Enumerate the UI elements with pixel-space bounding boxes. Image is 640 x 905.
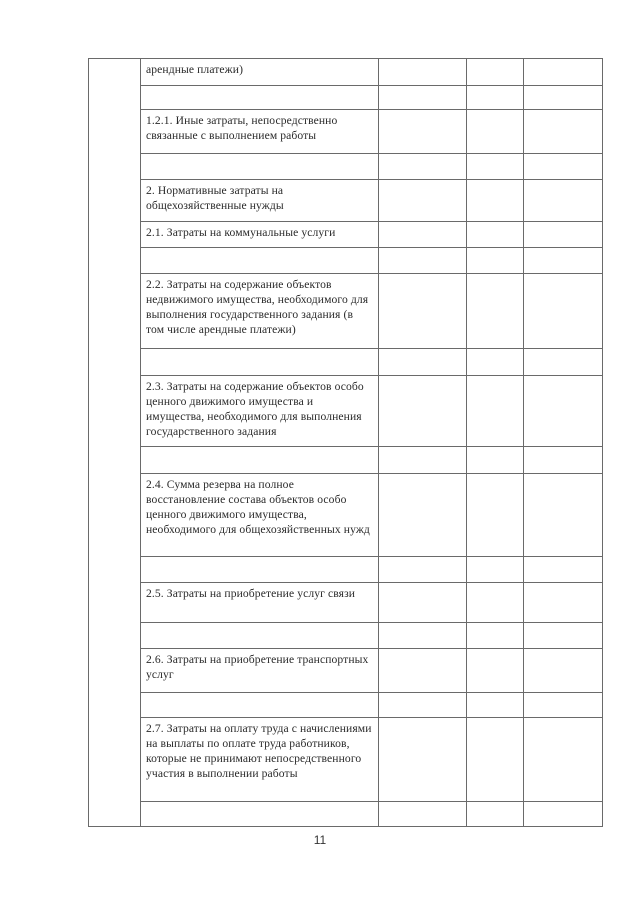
empty-value-cell — [467, 274, 524, 349]
page-number: 11 — [313, 833, 327, 847]
table-row — [89, 557, 603, 583]
empty-value-cell — [467, 474, 524, 557]
empty-value-cell — [379, 802, 467, 827]
cost-item-label — [141, 447, 379, 474]
cost-item-label: арендные платежи) — [141, 59, 379, 86]
empty-value-cell — [379, 557, 467, 583]
table-row — [89, 649, 603, 693]
empty-value-cell — [467, 222, 524, 248]
empty-value-cell — [524, 274, 603, 349]
empty-value-cell — [379, 59, 467, 86]
table-row — [89, 376, 603, 447]
empty-value-cell — [524, 86, 603, 110]
empty-value-cell — [467, 248, 524, 274]
table-row — [89, 274, 603, 349]
empty-value-cell — [524, 718, 603, 802]
cost-item-label: 2.5. Затраты на приобретение услуг связи — [141, 583, 379, 623]
table-row — [89, 718, 603, 802]
empty-value-cell — [379, 274, 467, 349]
empty-value-cell — [379, 718, 467, 802]
table-row — [89, 474, 603, 557]
empty-value-cell — [524, 110, 603, 154]
empty-value-cell — [524, 693, 603, 718]
table-row — [89, 110, 603, 154]
empty-value-cell — [379, 474, 467, 557]
empty-value-cell — [379, 110, 467, 154]
empty-value-cell — [467, 154, 524, 180]
cost-item-label — [141, 248, 379, 274]
cost-item-label — [141, 557, 379, 583]
table-row — [89, 86, 603, 110]
empty-value-cell — [379, 447, 467, 474]
cost-item-label: 2.3. Затраты на содержание объектов особо ценного движимого имущества и имущества, необходимого для выполнения государственного задания — [141, 376, 379, 447]
empty-value-cell — [467, 649, 524, 693]
cost-item-label — [141, 86, 379, 110]
cost-item-label: 2.4. Сумма резерва на полное восстановление состава объектов особо ценного движимого имущества, необходимого для общехозяйственных нужд — [141, 474, 379, 557]
empty-value-cell — [379, 180, 467, 222]
empty-value-cell — [467, 447, 524, 474]
cost-item-label: 2.1. Затраты на коммунальные услуги — [141, 222, 379, 248]
cost-norms-table — [88, 58, 603, 827]
empty-value-cell — [467, 110, 524, 154]
empty-value-cell — [467, 693, 524, 718]
empty-value-cell — [524, 649, 603, 693]
table-row — [89, 447, 603, 474]
table-row — [89, 222, 603, 248]
empty-value-cell — [467, 583, 524, 623]
empty-value-cell — [524, 59, 603, 86]
empty-value-cell — [524, 623, 603, 649]
cost-item-label: 1.2.1. Иные затраты, непосредственно связанные с выполнением работы — [141, 110, 379, 154]
cost-item-label — [141, 349, 379, 376]
empty-value-cell — [467, 59, 524, 86]
table-row — [89, 693, 603, 718]
empty-value-cell — [467, 623, 524, 649]
table-row — [89, 154, 603, 180]
table-row — [89, 623, 603, 649]
table-row — [89, 59, 603, 86]
table-row — [89, 349, 603, 376]
merged-first-column-cell — [89, 59, 141, 827]
empty-value-cell — [524, 180, 603, 222]
cost-item-label — [141, 693, 379, 718]
cost-item-label: 2.7. Затраты на оплату труда с начислениями на выплаты по оплате труда работников, которые не принимают непосредственного участия в выполнении работы — [141, 718, 379, 802]
empty-value-cell — [467, 557, 524, 583]
empty-value-cell — [524, 248, 603, 274]
empty-value-cell — [467, 718, 524, 802]
empty-value-cell — [379, 583, 467, 623]
empty-value-cell — [379, 154, 467, 180]
empty-value-cell — [379, 86, 467, 110]
empty-value-cell — [467, 180, 524, 222]
empty-value-cell — [524, 376, 603, 447]
cost-item-label — [141, 154, 379, 180]
cost-item-label — [141, 623, 379, 649]
empty-value-cell — [524, 447, 603, 474]
empty-value-cell — [467, 376, 524, 447]
empty-value-cell — [524, 802, 603, 827]
empty-value-cell — [379, 623, 467, 649]
empty-value-cell — [379, 693, 467, 718]
empty-value-cell — [379, 376, 467, 447]
cost-item-label: 2.2. Затраты на содержание объектов недвижимого имущества, необходимого для выполнения государственного задания (в том числе арендные платежи) — [141, 274, 379, 349]
empty-value-cell — [467, 802, 524, 827]
empty-value-cell — [524, 474, 603, 557]
table-row — [89, 583, 603, 623]
table-row — [89, 802, 603, 827]
empty-value-cell — [524, 583, 603, 623]
cost-item-label: 2.6. Затраты на приобретение транспортных услуг — [141, 649, 379, 693]
empty-value-cell — [524, 154, 603, 180]
empty-value-cell — [379, 649, 467, 693]
cost-item-label — [141, 802, 379, 827]
empty-value-cell — [379, 222, 467, 248]
cost-item-label: 2. Нормативные затраты на общехозяйственные нужды — [141, 180, 379, 222]
table-row — [89, 248, 603, 274]
empty-value-cell — [524, 349, 603, 376]
table-row — [89, 180, 603, 222]
empty-value-cell — [524, 222, 603, 248]
empty-value-cell — [467, 349, 524, 376]
empty-value-cell — [379, 349, 467, 376]
empty-value-cell — [379, 248, 467, 274]
empty-value-cell — [467, 86, 524, 110]
empty-value-cell — [524, 557, 603, 583]
